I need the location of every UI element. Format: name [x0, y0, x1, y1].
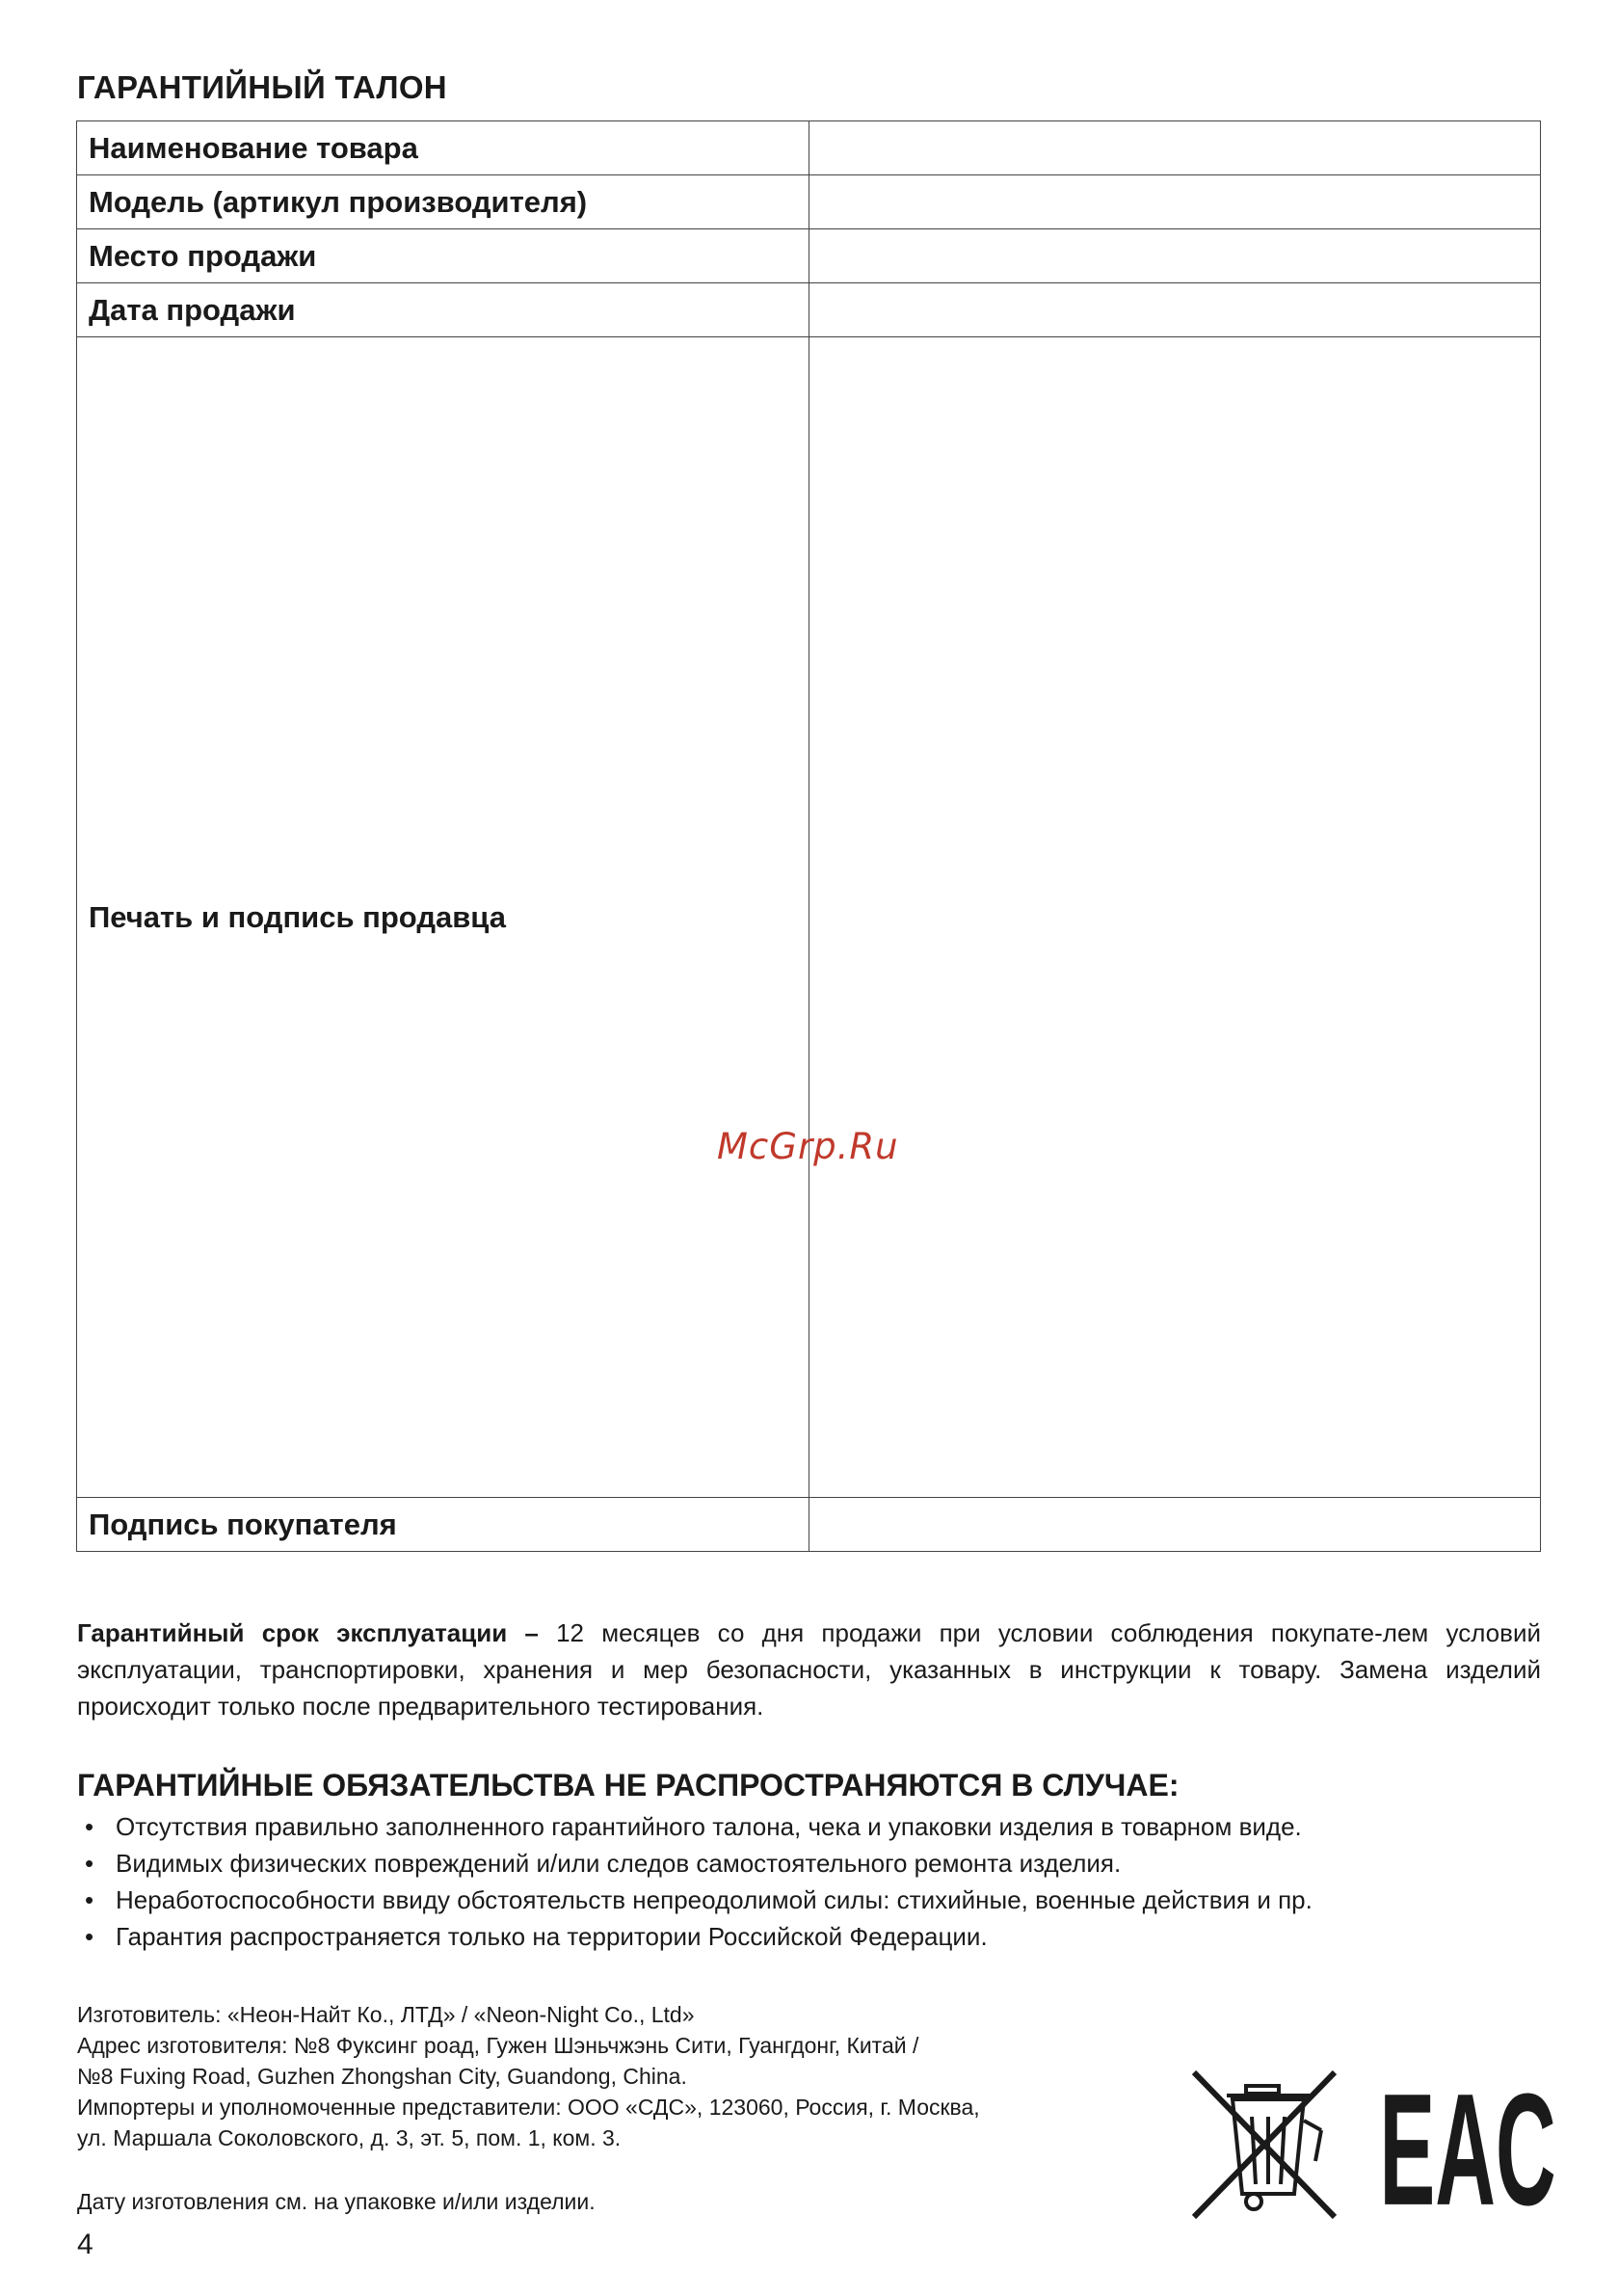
warranty-card-table — [76, 120, 1541, 1552]
manufacturer-info — [77, 1999, 1137, 2153]
table-row — [77, 175, 1541, 229]
model-field[interactable] — [809, 175, 1541, 229]
table-row — [77, 121, 1541, 175]
table-row — [77, 229, 1541, 283]
list-item: • Видимых физических повреждений и/или следов самостоятельного ремонта изделия. — [77, 1845, 1313, 1882]
eac-mark-text: EAC — [1379, 2060, 1556, 2238]
warranty-term-paragraph — [77, 1615, 1541, 1724]
manufacturer-line: №8 Fuxing Road, Guzhen Zhongshan City, Guandong, China. — [77, 2064, 687, 2089]
buyer-signature-label: Подпись покупателя — [77, 1498, 809, 1552]
table-row — [77, 337, 1541, 1498]
list-item: • Гарантия распространяется только на территории Российской Федерации. — [77, 1918, 1313, 1955]
buyer-signature-field[interactable] — [809, 1498, 1541, 1552]
manufacturer-line: Изготовитель: «Неон-Найт Ко., ЛТД» / «Neon-Night Co., Ltd» — [77, 2002, 695, 2027]
manufacturer-line: Импортеры и уполномоченные представители: ООО «СДС», 123060, Россия, г. Москва, — [77, 2095, 980, 2120]
table-row — [77, 1498, 1541, 1552]
list-item: • Неработоспособности ввиду обстоятельств непреодолимой силы: стихийные, военные действия и пр. — [77, 1882, 1313, 1918]
date-of-sale-field[interactable] — [809, 283, 1541, 337]
page-title: ГАРАНТИЙНЫЙ ТАЛОН — [77, 69, 447, 105]
seller-stamp-field[interactable] — [809, 337, 1541, 1498]
model-label: Модель (артикул производителя) — [77, 175, 809, 229]
eac-mark — [1379, 2060, 1556, 2238]
manufacturer-line: Адрес изготовителя: №8 Фуксинг роад, Гужен Шэньчжэнь Сити, Гуангдонг, Китай / — [77, 2033, 919, 2058]
warranty-term-label: Гарантийный срок эксплуатации – — [77, 1618, 539, 1647]
seller-stamp-label: Печать и подпись продавца — [77, 337, 809, 1498]
watermark: McGrp.Ru — [717, 1126, 899, 1167]
crossed-out-wheelie-bin-icon — [1190, 2070, 1344, 2223]
page-number: 4 — [77, 2229, 93, 2260]
product-name-label: Наименование товара — [77, 121, 809, 175]
place-of-sale-field[interactable] — [809, 229, 1541, 283]
place-of-sale-label: Место продажи — [77, 229, 809, 283]
exclusions-list — [77, 1808, 1313, 1955]
manufacturer-line: ул. Маршала Соколовского, д. 3, эт. 5, пом. 1, ком. 3. — [77, 2125, 622, 2150]
product-name-field[interactable] — [809, 121, 1541, 175]
warranty-term-text: 12 месяцев со дня продажи при условии соблюдения покупате-лем условий эксплуатации, транспортировки, хранения и мер безопасности, указанных в инструкции к товару. Замена изделий происходит только после предварительного тестирования. — [77, 1618, 1541, 1721]
table-row — [77, 283, 1541, 337]
exclusions-heading: ГАРАНТИЙНЫЕ ОБЯЗАТЕЛЬСТВА НЕ РАСПРОСТРАНЯЮТСЯ В СЛУЧАЕ: — [77, 1768, 1180, 1802]
manufacture-date-note: Дату изготовления см. на упаковке и/или изделии. — [77, 2189, 596, 2214]
list-item: • Отсутствия правильно заполненного гарантийного талона, чека и упаковки изделия в товарном виде. — [77, 1808, 1313, 1845]
date-of-sale-label: Дата продажи — [77, 283, 809, 337]
